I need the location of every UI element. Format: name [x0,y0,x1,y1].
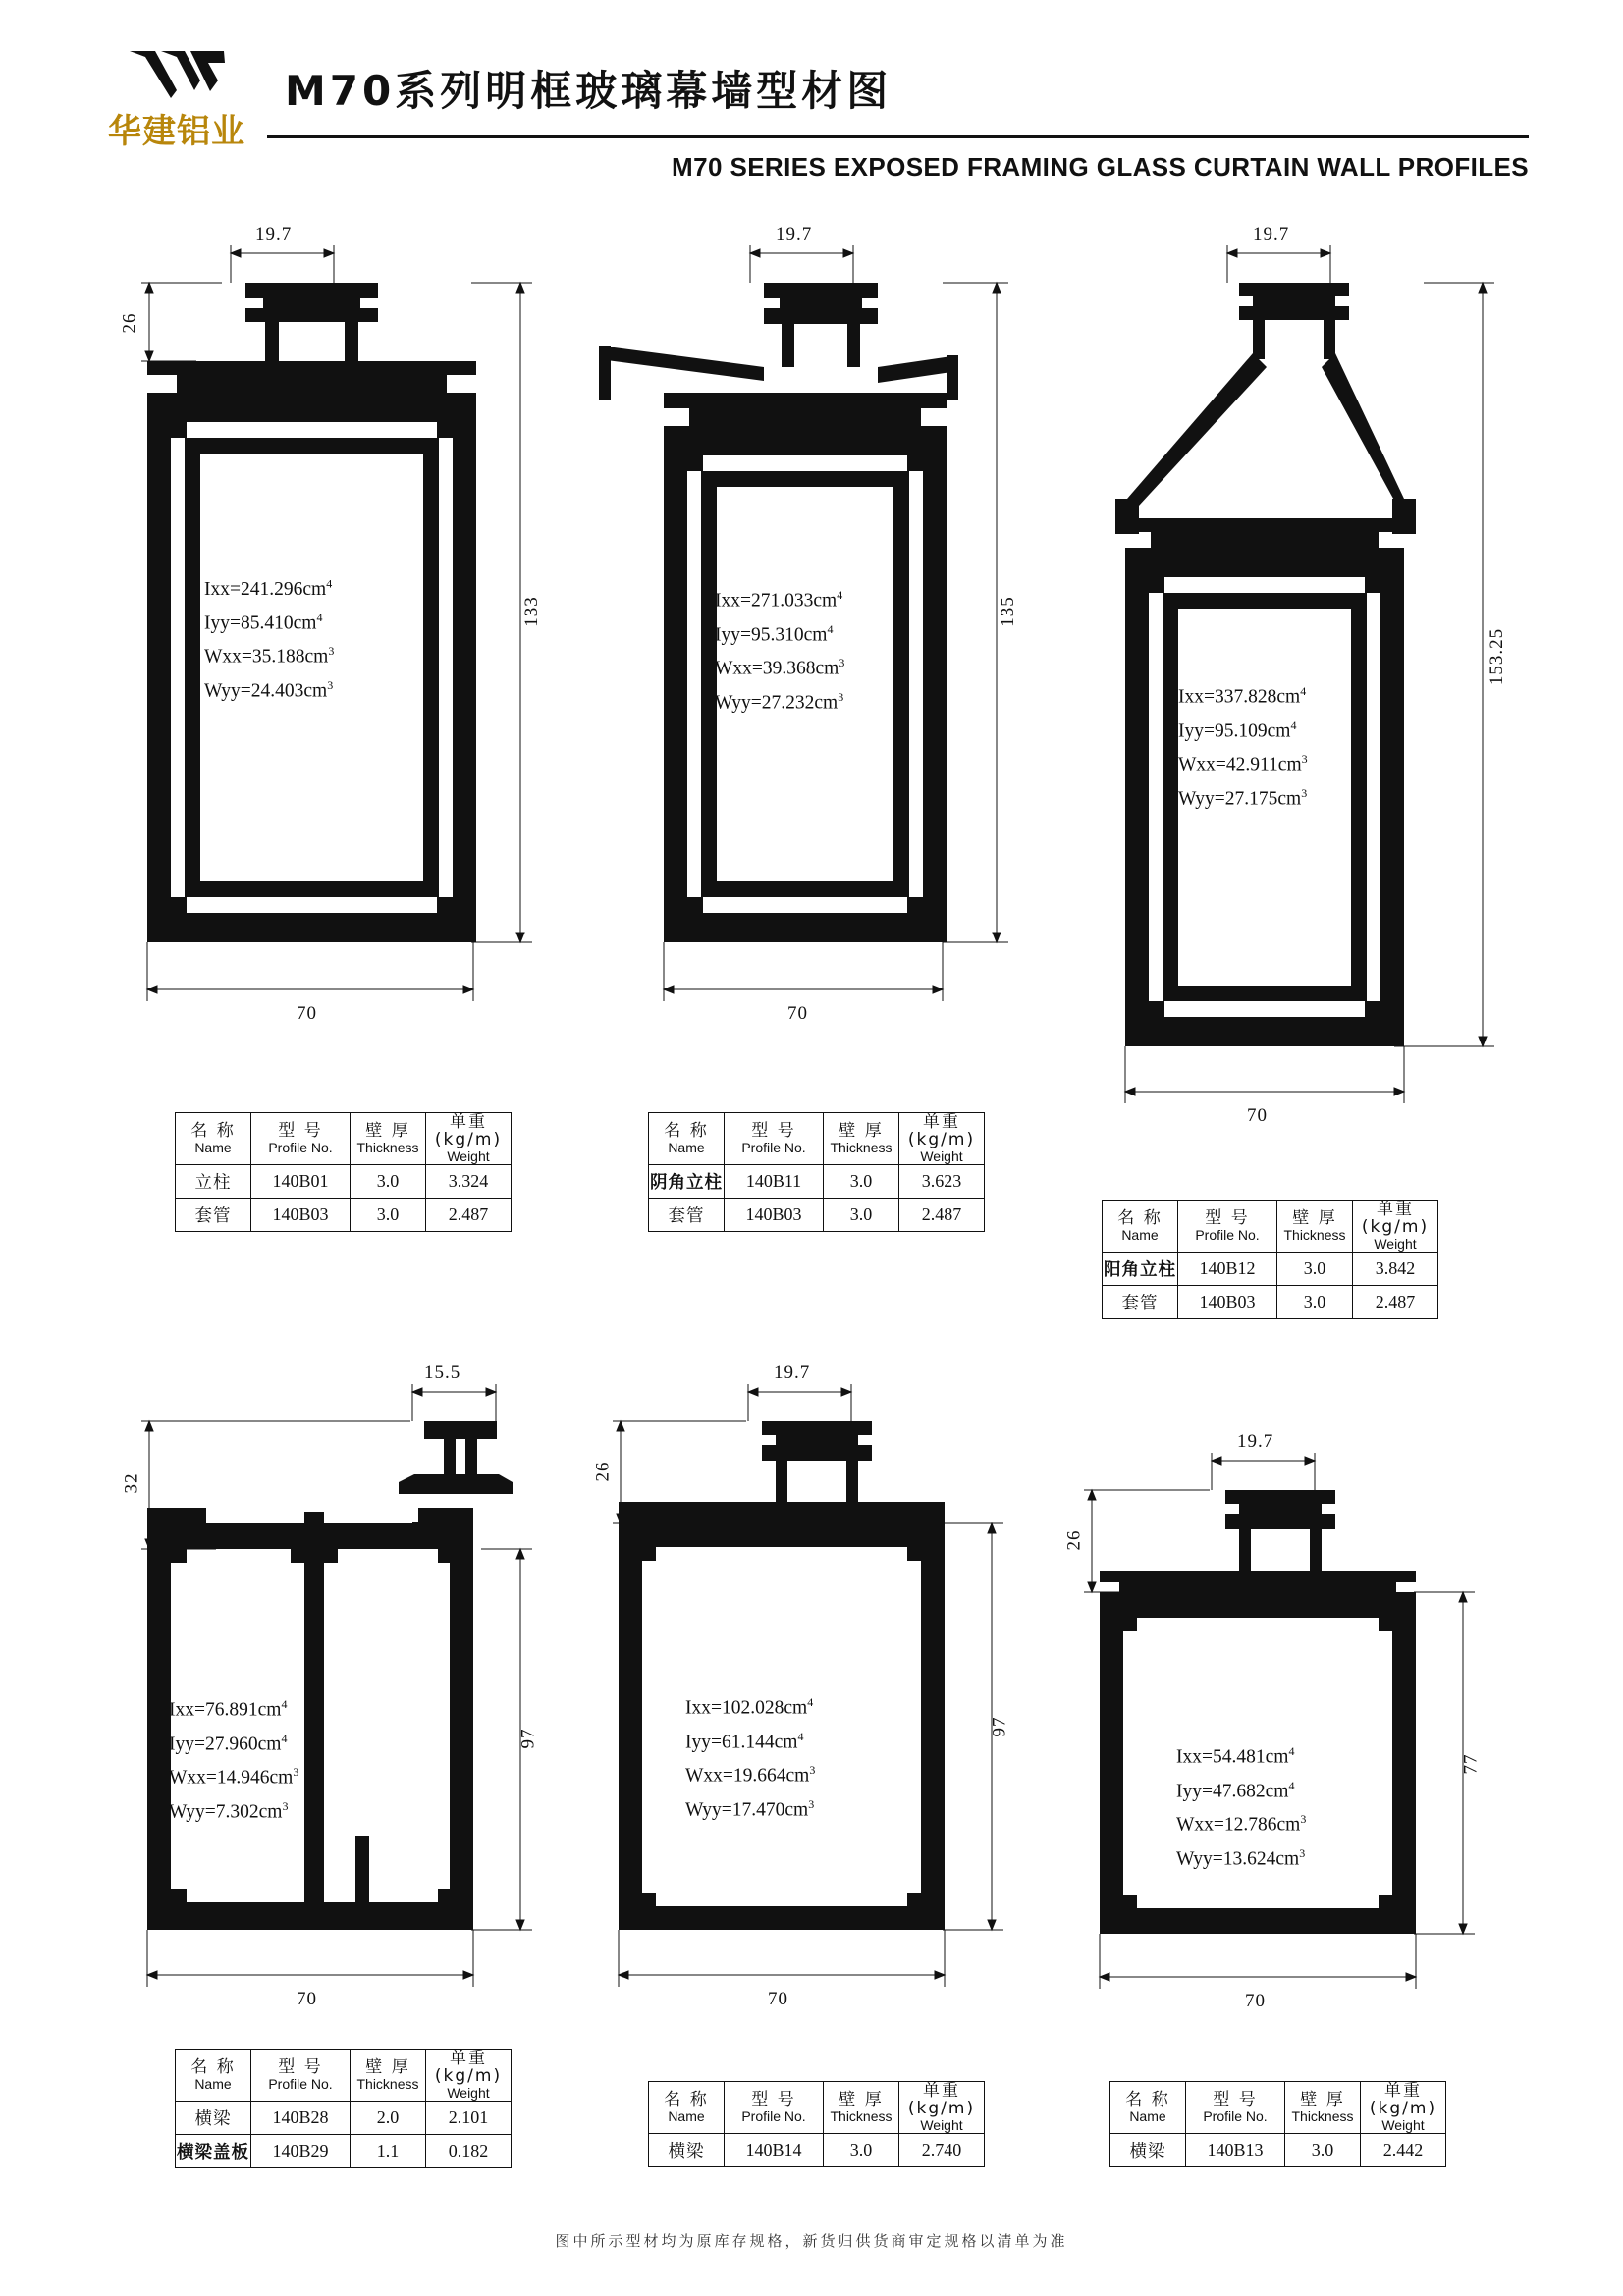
dimension-left-1: 26 [119,312,140,334]
cell-model: 140B12 [1178,1252,1277,1285]
section-properties-1 [204,569,334,705]
page-header [0,0,1623,211]
profile-figure-2 [589,224,1060,1060]
th-name: 名 称 Name [176,1113,251,1165]
header-divider [267,135,1529,138]
cell-name: 套管 [1103,1285,1178,1318]
prop-iyy-6: $Iyy=47.682cm^4$ [1176,1778,1295,1801]
th-thickness: 壁 厚 Thickness [1285,2082,1361,2134]
prop-wxx-1: $Wxx=35.188cm^3$ [204,644,335,667]
cell-thickness: 3.0 [824,2133,899,2166]
th-model: 型 号 Profile No. [725,1113,824,1165]
cell-thickness: 3.0 [824,1164,899,1198]
profile-figure-4 [121,1362,589,2009]
th-name: 名 称 Name [176,2050,251,2102]
table-row [1103,1252,1438,1285]
cell-thickness: 3.0 [351,1164,426,1198]
cell-thickness: 3.0 [1277,1285,1353,1318]
prop-wxx-3: $Wxx=42.911cm^3$ [1178,752,1308,775]
cell-model: 140B03 [251,1198,351,1231]
dimension-top-5: 19.7 [774,1362,811,1383]
company-logo [108,47,245,165]
dimension-left-4: 32 [121,1472,142,1494]
prop-wyy-5: $Wyy=17.470cm^3$ [685,1796,815,1820]
cell-model: 140B14 [725,2133,824,2166]
cell-name: 横梁 [649,2133,725,2166]
logo-mark-icon [126,47,229,101]
dimension-top-2: 19.7 [776,224,813,244]
table-row [649,2133,985,2166]
cell-name: 阳角立柱 [1103,1252,1178,1285]
prop-iyy-4: $Iyy=27.960cm^4$ [169,1731,288,1754]
profile-drawing-4 [128,1374,589,2002]
spec-table-1 [175,1112,512,1232]
section-properties-3 [1178,677,1308,813]
cell-name: 套管 [649,1198,725,1231]
dimension-bottom-4: 70 [297,1989,317,2009]
prop-iyy-3: $Iyy=95.109cm^4$ [1178,718,1297,741]
th-weight: 单重(kg/m) Weight [899,1113,985,1165]
cell-weight: 2.442 [1361,2133,1446,2166]
dimension-right-2: 135 [997,596,1018,627]
table-header-row [176,1113,512,1165]
dimension-bottom-5: 70 [768,1989,788,2009]
th-weight: 单重(kg/m) Weight [426,2050,512,2102]
cell-name: 横梁盖板 [176,2134,251,2167]
prop-ixx-4: $Ixx=76.891cm^4$ [169,1697,288,1721]
cell-weight: 2.487 [426,1198,512,1231]
th-weight: 单重(kg/m) Weight [426,1113,512,1165]
section-properties-4 [169,1690,298,1826]
table-header-row [649,2082,985,2134]
prop-ixx-2: $Ixx=271.033cm^4$ [715,588,843,612]
cell-weight: 3.324 [426,1164,512,1198]
th-thickness: 壁 厚 Thickness [1277,1201,1353,1253]
table-row [649,1164,985,1198]
page-title-cn: M70系列明框玻璃幕墙型材图 [285,67,893,115]
dimension-bottom-1: 70 [297,1003,317,1024]
prop-wxx-4: $Wxx=14.946cm^3$ [169,1765,299,1789]
dimension-left-6: 26 [1063,1529,1085,1551]
prop-wyy-6: $Wyy=13.624cm^3$ [1176,1845,1306,1869]
profile-figure-6 [1063,1431,1532,2012]
th-model: 型 号 Profile No. [251,1113,351,1165]
dimension-top-4: 15.5 [424,1362,461,1383]
table-header-row [649,1113,985,1165]
cell-weight: 3.623 [899,1164,985,1198]
dimension-right-3: 153.25 [1487,627,1508,686]
th-thickness: 壁 厚 Thickness [824,2082,899,2134]
prop-iyy-1: $Iyy=85.410cm^4$ [204,610,323,633]
prop-wxx-6: $Wxx=12.786cm^3$ [1176,1812,1307,1836]
cell-weight: 2.487 [899,1198,985,1231]
cell-model: 140B01 [251,1164,351,1198]
dimension-top-6: 19.7 [1237,1431,1274,1452]
cell-thickness: 3.0 [1277,1252,1353,1285]
dimension-bottom-3: 70 [1247,1105,1268,1126]
cell-thickness: 3.0 [351,1198,426,1231]
dimension-right-4: 97 [517,1728,539,1749]
th-thickness: 壁 厚 Thickness [351,2050,426,2102]
spec-table-6 [1109,2081,1446,2167]
th-thickness: 壁 厚 Thickness [824,1113,899,1165]
cell-model: 140B13 [1186,2133,1285,2166]
cell-name: 横梁 [1110,2133,1186,2166]
spec-table-5 [648,2081,985,2167]
table-header-row [1103,1201,1438,1253]
spec-table-3 [1102,1200,1438,1319]
th-name: 名 称 Name [1103,1201,1178,1253]
table-row [176,1164,512,1198]
logo-text: 华建铝业 [108,112,245,151]
profile-figure-3 [1070,224,1542,1148]
prop-wyy-1: $Wyy=24.403cm^3$ [204,677,334,701]
cell-name: 阴角立柱 [649,1164,725,1198]
table-row [176,1198,512,1231]
th-name: 名 称 Name [649,2082,725,2134]
prop-ixx-6: $Ixx=54.481cm^4$ [1176,1744,1295,1768]
prop-ixx-5: $Ixx=102.028cm^4$ [685,1695,814,1719]
cell-thickness: 2.0 [351,2101,426,2134]
table-header-row [176,2050,512,2102]
th-model: 型 号 Profile No. [1178,1201,1277,1253]
table-row [176,2134,512,2167]
profile-drawing-5 [599,1374,1060,2002]
cell-model: 140B11 [725,1164,824,1198]
cell-name: 立柱 [176,1164,251,1198]
prop-wyy-2: $Wyy=27.232cm^3$ [715,689,844,713]
profile-figure-1 [119,224,589,1060]
cell-model: 140B03 [725,1198,824,1231]
profile-figure-5 [592,1362,1060,2009]
th-model: 型 号 Profile No. [1186,2082,1285,2134]
dimension-bottom-6: 70 [1245,1991,1266,2011]
prop-iyy-2: $Iyy=95.310cm^4$ [715,621,834,645]
spec-table-2 [648,1112,985,1232]
th-name: 名 称 Name [649,1113,725,1165]
table-row [1110,2133,1446,2166]
cell-thickness: 3.0 [1285,2133,1361,2166]
table-row [1103,1285,1438,1318]
prop-ixx-3: $Ixx=337.828cm^4$ [1178,684,1307,708]
th-weight: 单重(kg/m) Weight [1353,1201,1438,1253]
cell-model: 140B29 [251,2134,351,2167]
th-thickness: 壁 厚 Thickness [351,1113,426,1165]
section-properties-6 [1176,1737,1306,1873]
th-weight: 单重(kg/m) Weight [899,2082,985,2134]
th-model: 型 号 Profile No. [725,2082,824,2134]
cell-thickness: 3.0 [824,1198,899,1231]
profile-drawing-6 [1070,1443,1532,2012]
page-title-en: M70 SERIES EXPOSED FRAMING GLASS CURTAIN WALL PROFILES [672,152,1529,182]
dimension-bottom-2: 70 [787,1003,808,1024]
page-footer-note: 图中所示型材均为原库存规格，新货归供货商审定规格以清单为准 [555,2232,1068,2250]
cell-weight: 0.182 [426,2134,512,2167]
th-model: 型 号 Profile No. [251,2050,351,2102]
cell-weight: 3.842 [1353,1252,1438,1285]
th-weight: 单重(kg/m) Weight [1361,2082,1446,2134]
prop-wxx-2: $Wxx=39.368cm^3$ [715,656,845,679]
section-properties-5 [685,1688,815,1824]
cell-model: 140B28 [251,2101,351,2134]
dimension-right-6: 77 [1460,1753,1482,1775]
cell-thickness: 1.1 [351,2134,426,2167]
dimension-right-5: 97 [989,1716,1010,1737]
section-properties-2 [715,581,844,717]
table-header-row [1110,2082,1446,2134]
dimension-left-5: 26 [592,1461,614,1482]
cell-weight: 2.487 [1353,1285,1438,1318]
th-name: 名 称 Name [1110,2082,1186,2134]
spec-table-4 [175,2049,512,2168]
table-row [649,1198,985,1231]
prop-wyy-3: $Wyy=27.175cm^3$ [1178,785,1308,809]
cell-model: 140B03 [1178,1285,1277,1318]
cell-weight: 2.101 [426,2101,512,2134]
prop-iyy-5: $Iyy=61.144cm^4$ [685,1729,804,1752]
dimension-right-1: 133 [520,596,542,627]
dimension-top-3: 19.7 [1253,224,1290,244]
prop-wyy-4: $Wyy=7.302cm^3$ [169,1798,289,1822]
profile-drawing-1 [128,236,589,1060]
table-row [176,2101,512,2134]
prop-wxx-5: $Wxx=19.664cm^3$ [685,1763,816,1787]
prop-ixx-1: $Ixx=241.296cm^4$ [204,576,333,600]
cell-weight: 2.740 [899,2133,985,2166]
dimension-top-1: 19.7 [255,224,293,244]
cell-name: 横梁 [176,2101,251,2134]
cell-name: 套管 [176,1198,251,1231]
